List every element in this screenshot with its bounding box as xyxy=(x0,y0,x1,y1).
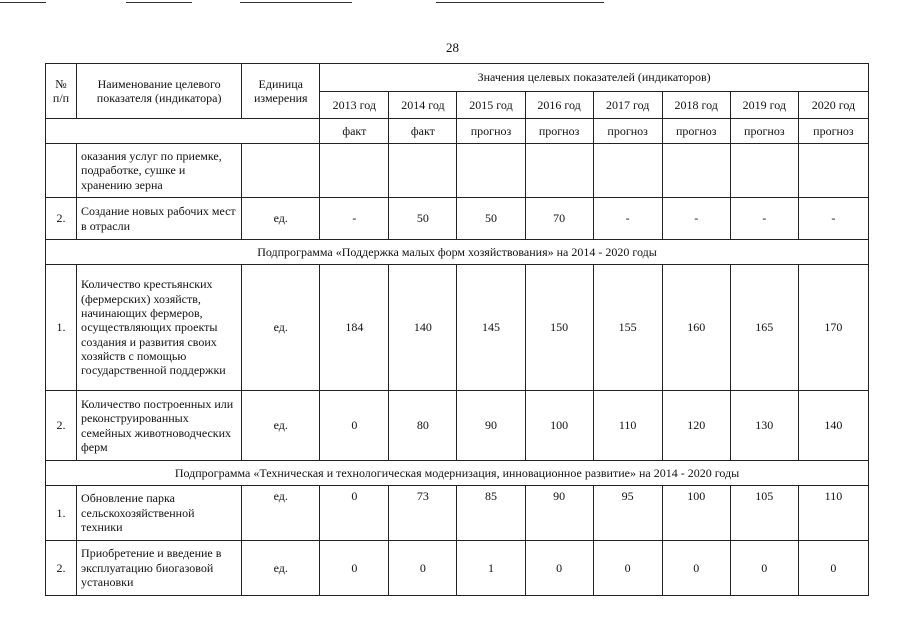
table-row xyxy=(46,265,869,391)
value-cell xyxy=(798,144,868,198)
header-name: Наименование целевого показателя (индикатора) xyxy=(77,64,242,119)
section-row xyxy=(46,240,869,265)
value-cell xyxy=(389,144,457,198)
value-cell: 160 xyxy=(662,265,730,391)
row-name: Приобретение и введение в эксплуатацию биогазовой установки xyxy=(77,541,242,596)
status-cell: прогноз xyxy=(457,119,525,144)
section-title: Подпрограмма «Поддержка малых форм хозяйствования» на 2014 - 2020 годы xyxy=(46,240,869,265)
row-num: 1. xyxy=(46,265,77,391)
value-cell: 73 xyxy=(389,486,457,541)
year-cell: 2020 год xyxy=(798,92,868,119)
table-row xyxy=(46,541,869,596)
value-cell: - xyxy=(730,198,798,240)
row-num: 2. xyxy=(46,541,77,596)
value-cell: 140 xyxy=(389,265,457,391)
row-name: оказания услуг по приемке, подработке, сушке и хранению зерна xyxy=(77,144,242,198)
value-cell: 0 xyxy=(730,541,798,596)
top-rule-4 xyxy=(436,2,604,3)
value-cell: 184 xyxy=(320,265,389,391)
status-cell: прогноз xyxy=(798,119,868,144)
row-name: Обновление парка сельскохозяйственной техники xyxy=(77,486,242,541)
value-cell: 0 xyxy=(320,391,389,461)
value-cell: 105 xyxy=(730,486,798,541)
year-cell: 2019 год xyxy=(730,92,798,119)
row-num: 2. xyxy=(46,198,77,240)
value-cell: 90 xyxy=(457,391,525,461)
row-unit: ед. xyxy=(242,486,320,541)
status-cell: прогноз xyxy=(662,119,730,144)
table-row xyxy=(46,198,869,240)
value-cell: 0 xyxy=(662,541,730,596)
value-cell: 100 xyxy=(662,486,730,541)
top-rule-1 xyxy=(0,2,46,3)
status-cell: факт xyxy=(389,119,457,144)
section-row xyxy=(46,461,869,486)
row-num xyxy=(46,144,77,198)
header-unit: Единица измерения xyxy=(242,64,320,119)
section-title: Подпрограмма «Техническая и технологическая модернизация, инновационное развитие» на 2014 - 2020 годы xyxy=(46,461,869,486)
year-cell: 2017 год xyxy=(593,92,662,119)
row-name: Количество крестьянских (фермерских) хозяйств, начинающих фермеров, осуществляющих проекты создания и развития своих хозяйств с помощью государственной поддержки xyxy=(77,265,242,391)
table-row xyxy=(46,144,869,198)
row-unit: ед. xyxy=(242,198,320,240)
value-cell: 165 xyxy=(730,265,798,391)
value-cell: 85 xyxy=(457,486,525,541)
header-status-row xyxy=(46,119,869,144)
status-blank xyxy=(46,119,320,144)
value-cell: - xyxy=(593,198,662,240)
row-unit: ед. xyxy=(242,541,320,596)
status-cell: прогноз xyxy=(525,119,593,144)
table-row xyxy=(46,391,869,461)
header-row-1 xyxy=(46,64,869,92)
value-cell: 0 xyxy=(320,541,389,596)
status-cell: прогноз xyxy=(593,119,662,144)
value-cell: 145 xyxy=(457,265,525,391)
value-cell: 70 xyxy=(525,198,593,240)
value-cell: 0 xyxy=(320,486,389,541)
row-unit: ед. xyxy=(242,265,320,391)
row-name: Количество построенных или реконструированных семейных животноводческих ферм xyxy=(77,391,242,461)
status-cell: факт xyxy=(320,119,389,144)
value-cell xyxy=(457,144,525,198)
value-cell: - xyxy=(662,198,730,240)
indicators-table xyxy=(45,63,869,596)
value-cell: 90 xyxy=(525,486,593,541)
row-unit xyxy=(242,144,320,198)
value-cell: 150 xyxy=(525,265,593,391)
top-rule-2 xyxy=(126,2,192,3)
value-cell: 100 xyxy=(525,391,593,461)
value-cell: - xyxy=(320,198,389,240)
header-num: № п/п xyxy=(46,64,77,119)
value-cell: 80 xyxy=(389,391,457,461)
value-cell: - xyxy=(798,198,868,240)
value-cell: 155 xyxy=(593,265,662,391)
page-number: 28 xyxy=(446,40,459,55)
value-cell xyxy=(730,144,798,198)
value-cell xyxy=(320,144,389,198)
table-row xyxy=(46,486,869,541)
value-cell: 140 xyxy=(798,391,868,461)
value-cell: 0 xyxy=(798,541,868,596)
value-cell: 1 xyxy=(457,541,525,596)
value-cell: 0 xyxy=(389,541,457,596)
value-cell xyxy=(662,144,730,198)
value-cell: 0 xyxy=(593,541,662,596)
year-cell: 2018 год xyxy=(662,92,730,119)
year-cell: 2014 год xyxy=(389,92,457,119)
value-cell xyxy=(593,144,662,198)
top-rule-3 xyxy=(240,2,352,3)
value-cell: 170 xyxy=(798,265,868,391)
value-cell: 130 xyxy=(730,391,798,461)
value-cell xyxy=(525,144,593,198)
value-cell: 110 xyxy=(798,486,868,541)
year-cell: 2015 год xyxy=(457,92,525,119)
year-cell: 2016 год xyxy=(525,92,593,119)
status-cell: прогноз xyxy=(730,119,798,144)
header-values-title: Значения целевых показателей (индикаторов) xyxy=(320,64,869,92)
value-cell: 50 xyxy=(389,198,457,240)
row-name: Создание новых рабочих мест в отрасли xyxy=(77,198,242,240)
year-cell: 2013 год xyxy=(320,92,389,119)
value-cell: 50 xyxy=(457,198,525,240)
row-unit: ед. xyxy=(242,391,320,461)
row-num: 2. xyxy=(46,391,77,461)
value-cell: 120 xyxy=(662,391,730,461)
value-cell: 110 xyxy=(593,391,662,461)
value-cell: 0 xyxy=(525,541,593,596)
value-cell: 95 xyxy=(593,486,662,541)
row-num: 1. xyxy=(46,486,77,541)
